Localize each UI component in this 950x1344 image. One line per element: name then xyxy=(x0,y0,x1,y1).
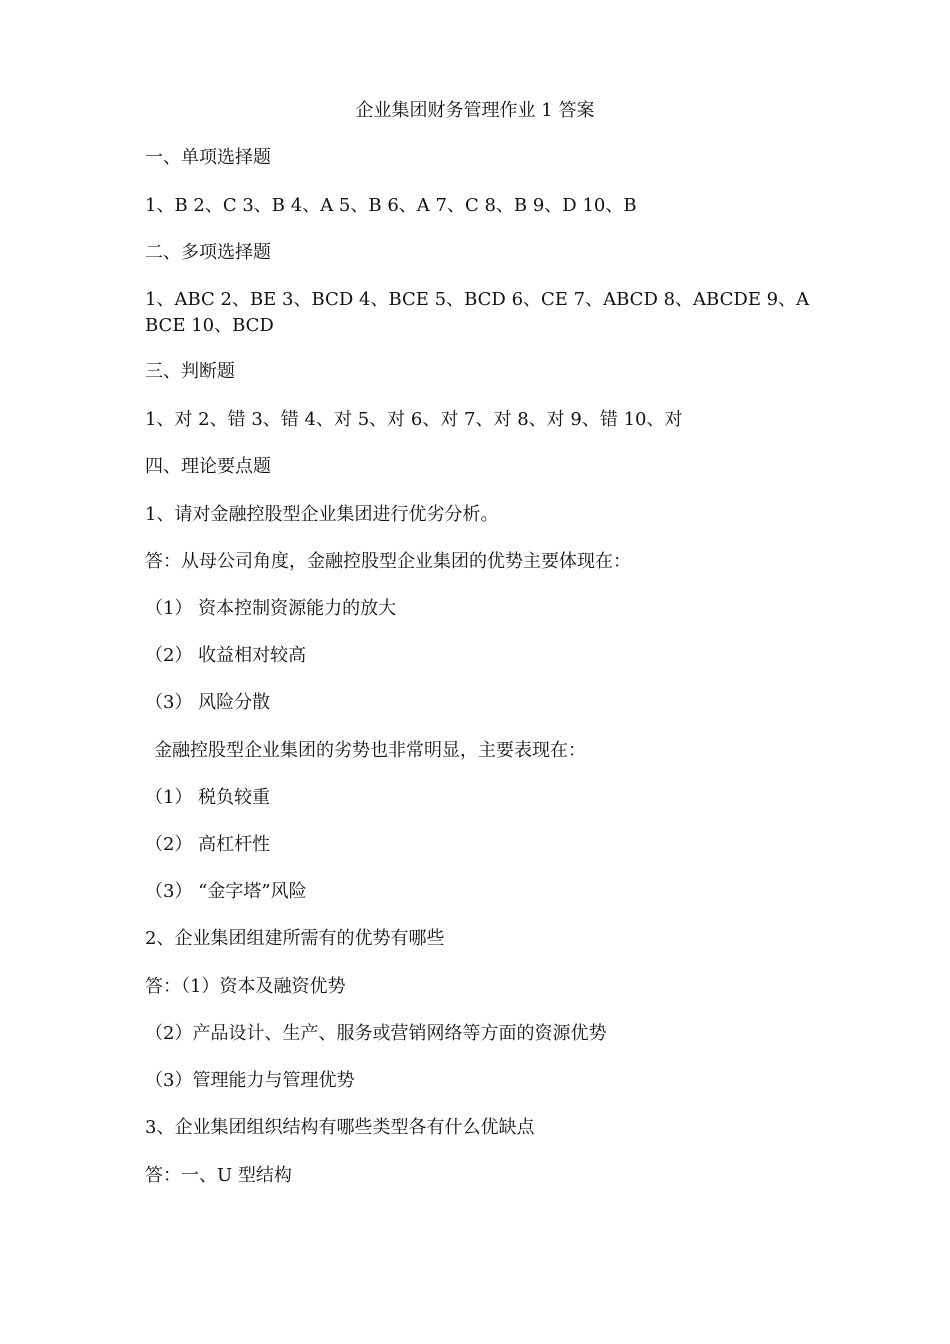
q2-answer-2: （2）产品设计、生产、服务或营销网络等方面的资源优势 xyxy=(145,1023,607,1044)
q1-disadvantage-intro: 金融控股型企业集团的劣势也非常明显，主要表现在： xyxy=(154,740,586,761)
section-heading-theory: 四、理论要点题 xyxy=(145,456,271,477)
q1-disadvantage-3: （3） “金字塔”风险 xyxy=(145,881,307,902)
q1-advantage-2: （2） 收益相对较高 xyxy=(145,645,307,666)
q1-answer-intro: 答：从母公司角度，金融控股型企业集团的优势主要体现在： xyxy=(145,551,631,572)
q2-answer-1: 答：（1）资本及融资优势 xyxy=(145,976,346,997)
q1-disadvantage-1: （1） 税负较重 xyxy=(145,787,271,808)
section-heading-true-false: 三、判断题 xyxy=(145,361,235,382)
multiple-choice-answers: 1、ABC 2、BE 3、BCD 4、BCE 5、BCD 6、CE 7、ABCD 8、ABCDE 9、ABCE 10、BCD xyxy=(145,289,810,336)
q1-advantage-1: （1） 资本控制资源能力的放大 xyxy=(145,598,397,619)
question-2: 2、企业集团组建所需有的优势有哪些 xyxy=(145,928,445,949)
q1-disadvantage-2: （2） 高杠杆性 xyxy=(145,834,271,855)
section-heading-single-choice: 一、单项选择题 xyxy=(145,147,271,168)
q2-answer-3: （3）管理能力与管理优势 xyxy=(145,1070,355,1091)
single-choice-answers: 1、B 2、C 3、B 4、A 5、B 6、A 7、C 8、B 9、D 10、B xyxy=(145,195,637,216)
document-title: 企业集团财务管理作业 1 答案 xyxy=(355,100,595,121)
q3-answer-1: 答：一、U 型结构 xyxy=(145,1165,292,1186)
question-1: 1、请对金融控股型企业集团进行优劣分析。 xyxy=(145,504,499,525)
section-heading-multiple-choice: 二、多项选择题 xyxy=(145,242,271,263)
q1-advantage-3: （3） 风险分散 xyxy=(145,692,271,713)
true-false-answers: 1、对 2、错 3、错 4、对 5、对 6、对 7、对 8、对 9、错 10、对 xyxy=(145,409,683,430)
question-3: 3、企业集团组织结构有哪些类型各有什么优缺点 xyxy=(145,1117,535,1138)
